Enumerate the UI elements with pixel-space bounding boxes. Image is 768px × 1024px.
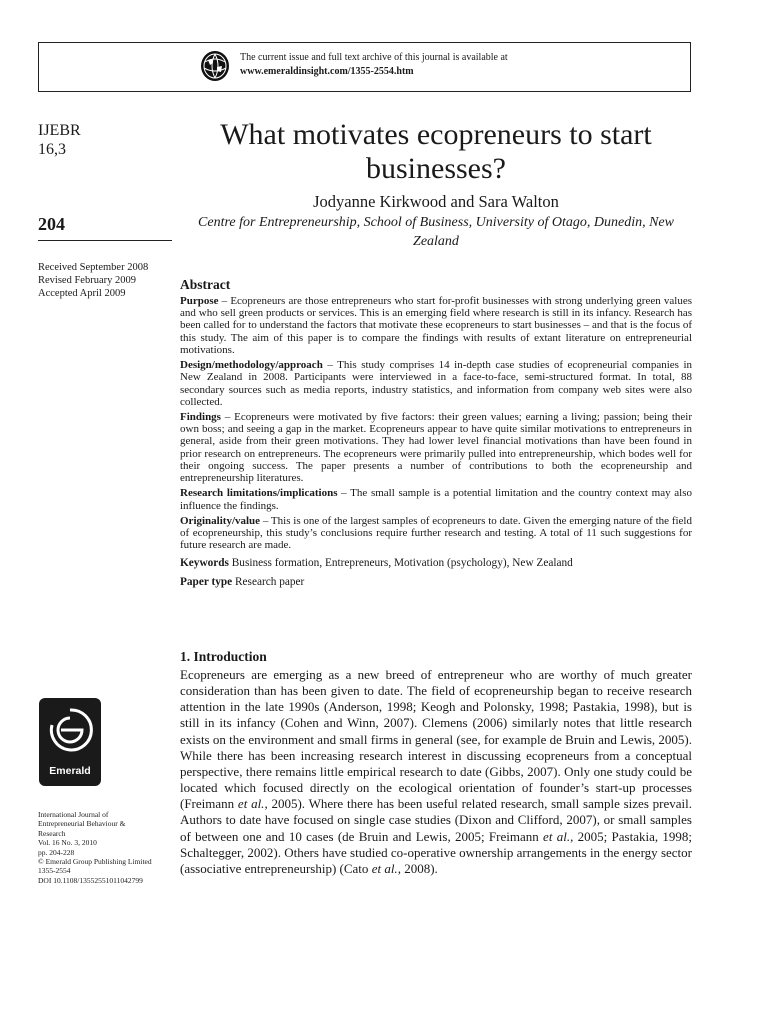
introduction-paragraph <box>180 667 692 877</box>
abstract-findings <box>180 411 692 484</box>
abstract-heading: Abstract <box>180 277 231 292</box>
article-title: What motivates ecopreneurs to start businesses? <box>220 118 652 185</box>
pub-info-line: Research <box>38 828 66 838</box>
intro-etal: et al. <box>371 860 398 876</box>
pub-info-line: © Emerald Group Publishing Limited <box>38 857 152 867</box>
intro-text: , 2008). <box>397 860 438 876</box>
introduction-body <box>180 667 692 877</box>
margin-divider <box>38 240 172 241</box>
emerald-logo-text: Emerald <box>49 765 91 777</box>
intro-text: , 2005; Pastakia, 1998; Schaltegger, 2002). Others have studied co-operative ownership arrangements in the energy sector (associative entrepreneurship) (Cato <box>180 828 693 876</box>
pub-info-line: International Journal of <box>38 810 109 819</box>
abstract-body <box>180 295 692 592</box>
abstract-purpose <box>180 295 692 356</box>
keywords-text: Business formation, Entrepreneurs, Motivation (psychology), New Zealand <box>228 557 573 570</box>
intro-etal: et al. <box>543 828 571 844</box>
abstract-design <box>180 359 692 408</box>
abstract-label: Design/methodology/approach <box>180 359 323 372</box>
received-dates <box>38 261 148 300</box>
abstract-label: Findings <box>180 411 221 424</box>
abstract-limitations <box>180 487 692 511</box>
intro-text: , 2005). Where there has been useful related research, small sample sizes prevail. Authors to date have focused on single case studies (Dixon and Clifford, 2007), or small samples of between one and 10 cases (de Bruin and Lewis, 2005; Freimann <box>180 796 692 844</box>
pub-info-line: Entrepreneurial Behaviour & <box>38 819 126 829</box>
keywords <box>180 557 692 569</box>
article-authors: Jodyanne Kirkwood and Sara Walton <box>313 192 559 211</box>
pub-info-line: DOI 10.1108/13552551011042799 <box>38 875 143 885</box>
intro-etal: et al. <box>237 796 265 812</box>
banner-url-link[interactable]: www.emeraldinsight.com/1355-2554.htm <box>240 66 414 77</box>
keywords-label: Keywords <box>180 557 229 570</box>
abstract-label: Purpose <box>180 295 219 307</box>
abstract-label: Research limitations/implications <box>180 487 338 500</box>
date-received: Received September 2008 <box>38 262 149 273</box>
paper-type <box>180 576 692 588</box>
date-revised: Revised February 2009 <box>38 275 136 286</box>
author-affiliation: Centre for Entrepreneurship, School of Business, University of Otago, Dunedin, New Zealand <box>198 215 674 249</box>
pub-info-line: Vol. 16 No. 3, 2010 <box>38 838 97 848</box>
abstract-originality <box>180 515 692 552</box>
journal-volume: 16,3 <box>38 141 66 158</box>
page-number: 204 <box>38 214 65 234</box>
paper-type-text: Research paper <box>232 575 305 588</box>
introduction-heading: 1. Introduction <box>180 649 267 664</box>
journal-abbreviation: IJEBR <box>38 122 81 139</box>
paper-type-label: Paper type <box>180 575 233 588</box>
globe-icon <box>200 50 230 82</box>
abstract-text: – Ecopreneurs are those entrepreneurs who start for-profit businesses with strong underlying green values and who sell green products or services. This is an emerging field where research is still in its infancy. Research has been called for to understand the factors that motivate these ecopreneurs to start businesses – and that is the focus of this study. The aim of this paper is to compare the findings with results of extant literature on entrepreneurial motivations. <box>180 295 692 356</box>
intro-text: Ecopreneurs are emerging as a new breed of entrepreneur who are worthy of much greater consideration than has been given to date. The field of ecopreneurship began to receive research attention in the late 1990s (Anderson, 1998; Keogh and Polonsky, 1998; Pastakia, 1998), but is still in its infancy (Cohen and Winn, 2007). Clemens (2006) similarly notes that little research exists on the environment and small firms in general (see, for example de Bruin and Lewis, 2005). While there has been increasing research interest in discussing ecopreneurs from a conceptual perspective, there remains little empirical research to date (Gibbs, 2007). Only one study could be located which focused directly on the ecological orientation of founder’s start-up processes (Freimann <box>180 667 692 812</box>
abstract-text: – This study comprises 14 in-depth case studies of ecopreneurial companies in New Zealand in 2008. Participants were interviewed in a face-to-face, semi-structured format. In total, 88 secondary sources such as media reports, industry statistics, and information from company web sites were also collected. <box>180 359 692 408</box>
abstract-text: – Ecopreneurs were motivated by five factors: their green values; earning a living; passion; being their own boss; and seeing a gap in the market. Ecopreneurs appear to have quite similar motivations to entrepreneurs in general, aside from their green motivations. They had lower level financial motivations than have been found in prior research on entrepreneurs. The ecopreneurs were primarily pulled into entrepreneurship, which bodes well for their ongoing success. The paper presents a number of contributions to both the ecopreneurship and entrepreneurship literatures. <box>180 411 692 485</box>
abstract-label: Originality/value <box>180 514 261 527</box>
abstract-text: – This is one of the largest samples of ecopreneurs to date. Given the emerging nature of the field of ecopreneurship, this study’s conclusions require further research and testing. A total of 11 such suggestions for future research are made. <box>180 514 692 552</box>
pub-info-line: pp. 204-228 <box>38 847 75 857</box>
banner-text: The current issue and full text archive of this journal is available at <box>240 52 508 63</box>
date-accepted: Accepted April 2009 <box>38 288 126 299</box>
publication-info <box>38 810 173 885</box>
abstract-text: – The small sample is a potential limitation and the country context may also influence the findings. <box>180 487 692 512</box>
pub-info-line: 1355-2554 <box>38 866 71 876</box>
